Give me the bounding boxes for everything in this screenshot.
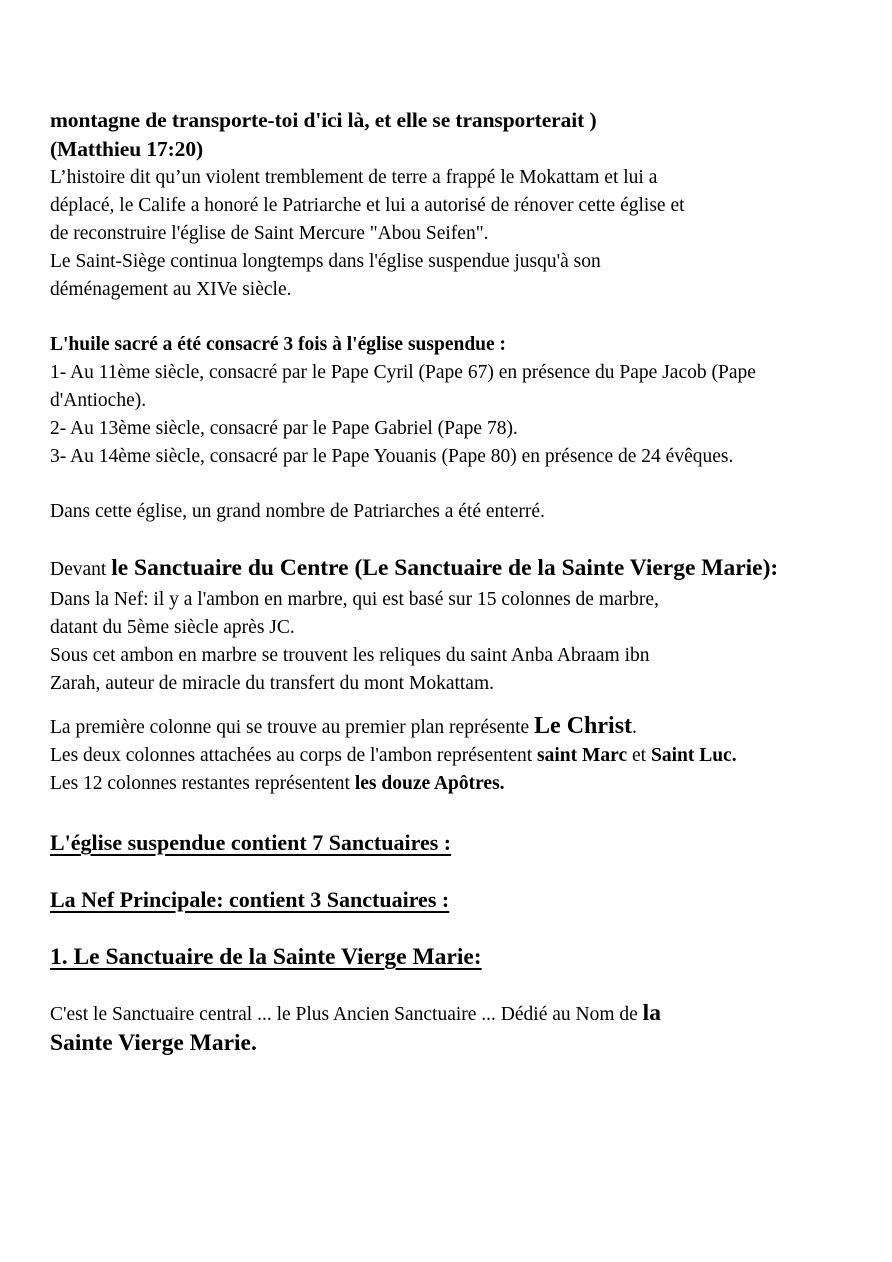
two-columns-bold-2: Saint Luc. xyxy=(650,745,737,766)
twelve-columns-bold: les douze Apôtres. xyxy=(354,773,505,794)
intro-line-2: déplacé, le Calife a honoré le Patriarche et lui a autorisé de rénover cette église et xyxy=(50,195,685,216)
intro-line-1: L’histoire dit qu’un violent tremblement de terre a frappé le Mokattam et lui a xyxy=(50,167,658,188)
closing-paragraph xyxy=(50,999,844,1059)
central-sanctuary-heading-main: le Sanctuaire du Centre (Le Sanctuaire de la Sainte Vierge Marie): xyxy=(111,555,779,581)
first-column-suffix: . xyxy=(632,717,637,738)
nave-line-2: datant du 5ème siècle après JC. xyxy=(50,617,295,638)
intro-line-5: déménagement au XIVe siècle. xyxy=(50,279,292,300)
spacer-before-section-headings xyxy=(50,798,844,828)
intro-line-4: Le Saint-Siège continua longtemps dans l'église suspendue jusqu'à son xyxy=(50,251,601,272)
page-title-line-1: montagne de transporte-toi d'ici là, et elle se transporterait ) xyxy=(50,108,597,132)
nave-paragraph xyxy=(50,586,844,698)
two-columns-bold-1: saint Marc xyxy=(537,745,628,766)
spacer-between-headings-1 xyxy=(50,858,844,885)
nave-line-3: Sous cet ambon en marbre se trouvent les reliques du saint Anba Abraam ibn xyxy=(50,645,650,666)
patriarchs-paragraph: Dans cette église, un grand nombre de Patriarches a été enterré. xyxy=(50,501,545,522)
closing-emphasis-1: la xyxy=(642,1000,661,1026)
heading-main-nave-text: La Nef Principale: contient 3 Sanctuaires : xyxy=(50,887,450,912)
heading-first-sanctuary xyxy=(50,942,844,972)
closing-prefix: C'est le Sanctuaire central ... le Plus Ancien Sanctuaire ... Dédié au Nom de xyxy=(50,1004,643,1025)
holy-oil-heading: L'huile sacré a été consacré 3 fois à l'église suspendue : xyxy=(50,334,507,355)
heading-church-sanctuaries-text: L'église suspendue contient 7 Sanctuaires : xyxy=(50,830,452,855)
holy-oil-item-1: 1- Au 11ème siècle, consacré par le Pape Cyril (Pape 67) en présence du Pape Jacob (Pape d'Antioche). xyxy=(50,362,756,411)
intro-line-3: de reconstruire l'église de Saint Mercure "Abou Seifen". xyxy=(50,223,489,244)
spacer-after-intro xyxy=(50,304,844,331)
spacer-between-headings-2 xyxy=(50,915,844,942)
heading-first-sanctuary-text: 1. Le Sanctuaire de la Sainte Vierge Marie: xyxy=(50,944,482,970)
two-columns-prefix: Les deux colonnes attachées au corps de l'ambon représentent xyxy=(50,745,538,766)
heading-church-sanctuaries xyxy=(50,828,844,858)
first-column-prefix: La première colonne qui se trouve au premier plan représente xyxy=(50,717,535,738)
two-columns-mid: et xyxy=(627,745,651,766)
central-sanctuary-heading-prefix: Devant xyxy=(50,559,112,580)
page-title-line-2: (Matthieu 17:20) xyxy=(50,137,204,161)
nave-line-1: Dans la Nef: il y a l'ambon en marbre, qui est basé sur 15 colonnes de marbre, xyxy=(50,589,659,610)
closing-emphasis-2: Sainte Vierge Marie. xyxy=(50,1030,257,1056)
holy-oil-item-3: 3- Au 14ème siècle, consacré par le Pape Youanis (Pape 80) en présence de 24 évêques. xyxy=(50,446,734,467)
holy-oil-item-2: 2- Au 13ème siècle, consacré par le Pape Gabriel (Pape 78). xyxy=(50,418,518,439)
spacer-before-closing xyxy=(50,972,844,999)
spacer-after-patriarchs xyxy=(50,526,844,553)
first-column-emphasis: Le Christ xyxy=(534,713,633,739)
columns-paragraph xyxy=(50,712,844,798)
intro-paragraph xyxy=(50,164,844,304)
twelve-columns-prefix: Les 12 colonnes restantes représentent xyxy=(50,773,355,794)
central-sanctuary-heading xyxy=(50,553,844,586)
nave-line-4: Zarah, auteur de miracle du transfert du mont Mokattam. xyxy=(50,673,495,694)
page-title xyxy=(50,106,844,164)
heading-main-nave xyxy=(50,885,844,915)
spacer-after-nave xyxy=(50,698,844,712)
spacer-after-oil-list xyxy=(50,471,844,498)
